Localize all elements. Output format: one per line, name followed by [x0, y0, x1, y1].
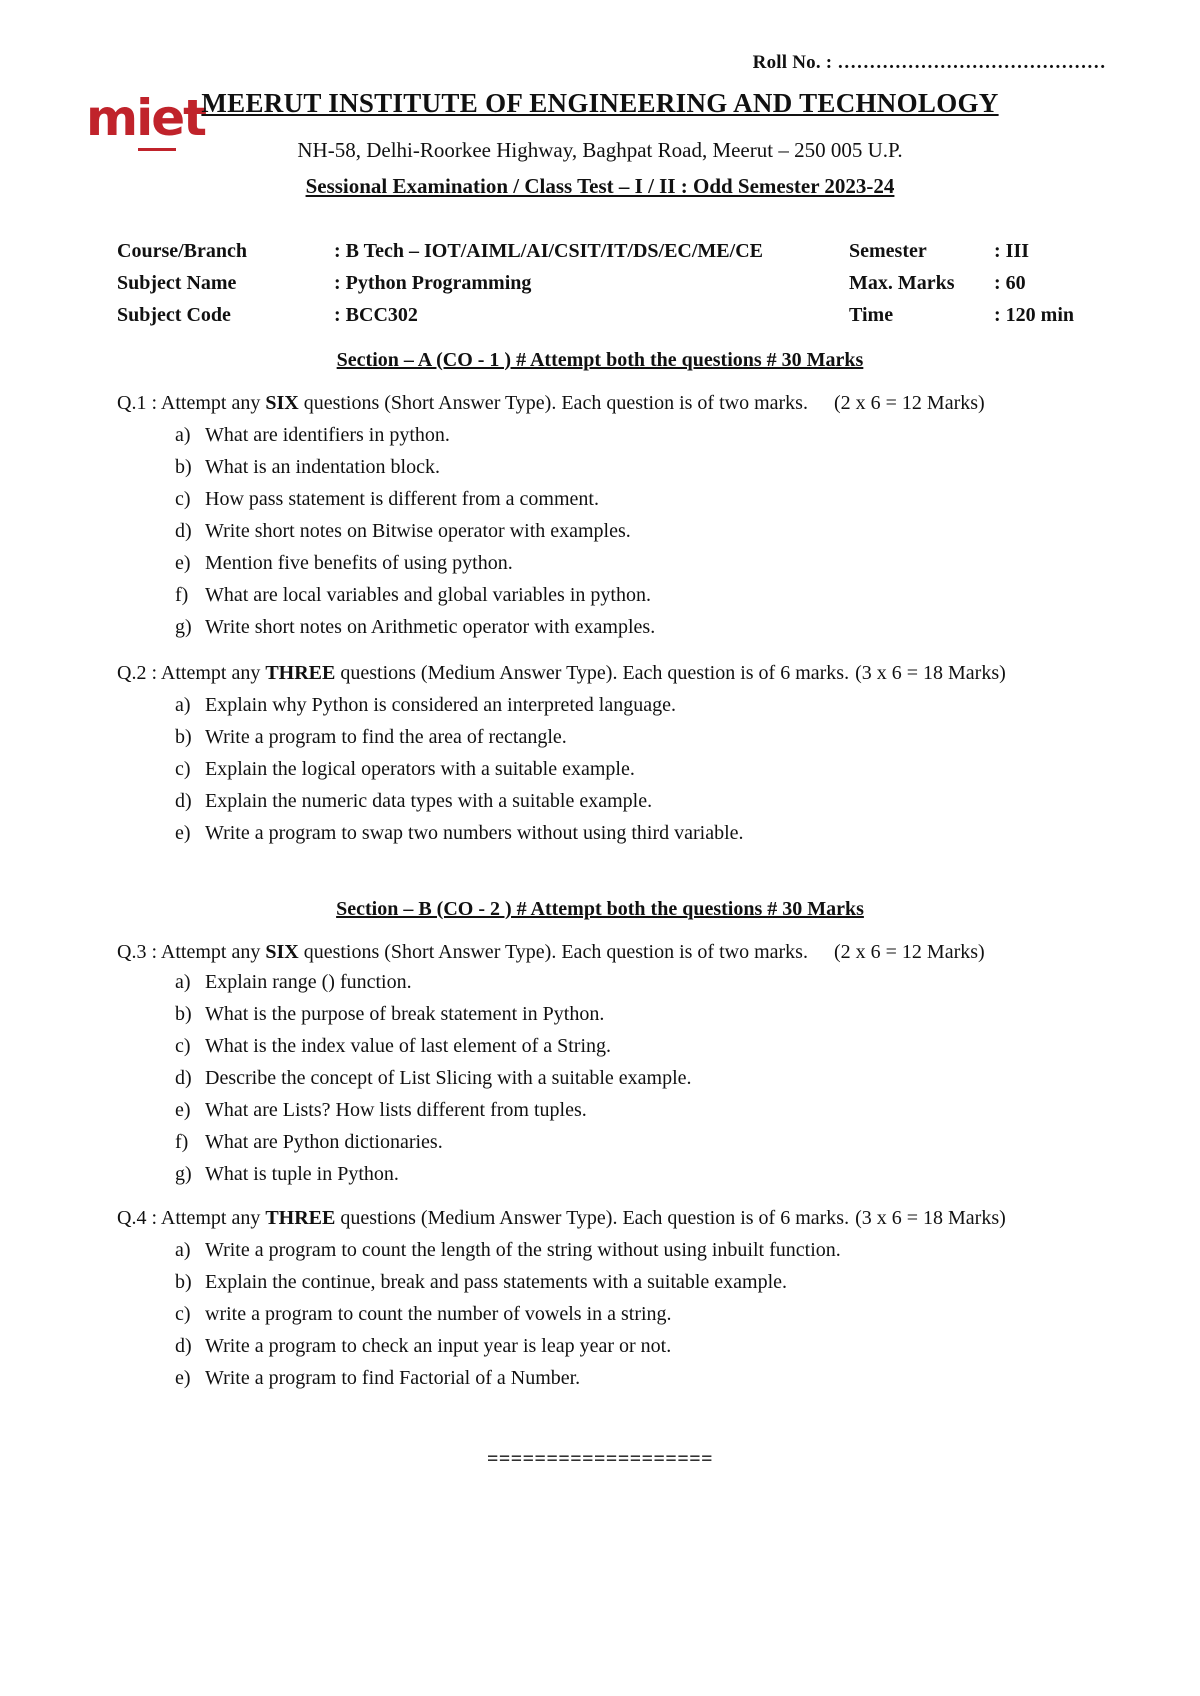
option-label: a): [175, 1239, 191, 1261]
question-text: questions (Medium Answer Type). Each question is of 6 marks.: [335, 1207, 850, 1229]
list-item: [175, 966, 692, 998]
question-2-options: [175, 689, 744, 849]
option-text: What is the purpose of break statement in Python.: [205, 1003, 605, 1025]
list-item: [175, 1266, 841, 1298]
question-marks: (2 x 6 = 12 Marks): [833, 941, 985, 963]
question-emphasis: SIX: [265, 392, 299, 414]
question-emphasis: THREE: [265, 1207, 336, 1229]
option-label: b): [175, 1003, 192, 1025]
list-item: [175, 579, 655, 611]
list-item: [175, 611, 655, 643]
question-emphasis: THREE: [265, 662, 336, 684]
list-item: [175, 753, 744, 785]
option-text: What are Lists? How lists different from tuples.: [205, 1099, 587, 1121]
question-marks: (3 x 6 = 18 Marks): [855, 1207, 1006, 1229]
section-b-heading: Section – B (CO - 2 ) # Attempt both the questions # 30 Marks: [336, 898, 864, 920]
option-label: a): [175, 971, 191, 993]
option-label: b): [175, 726, 192, 748]
question-emphasis: SIX: [265, 941, 299, 963]
institute-address: NH-58, Delhi-Roorkee Highway, Baghpat Road, Meerut – 250 005 U.P.: [297, 138, 903, 162]
option-label: c): [175, 488, 191, 510]
option-label: e): [175, 1099, 191, 1121]
question-text: questions (Short Answer Type). Each question is of two marks.: [298, 941, 808, 963]
question-marks: (3 x 6 = 18 Marks): [855, 662, 1006, 684]
option-label: f): [175, 1131, 189, 1153]
option-text: Write a program to check an input year is leap year or not.: [205, 1335, 672, 1357]
option-label: f): [175, 584, 189, 606]
option-label: g): [175, 616, 192, 638]
question-1: [117, 392, 985, 415]
option-text: Explain the logical operators with a suitable example.: [205, 758, 635, 780]
option-text: What is an indentation block.: [205, 456, 440, 478]
question-prefix: Q.1 : Attempt any: [117, 392, 266, 414]
option-label: d): [175, 1335, 192, 1357]
info-label: Subject Name: [117, 272, 237, 294]
question-prefix: Q.3 : Attempt any: [117, 941, 266, 963]
question-3-options: [175, 966, 692, 1190]
option-text: Describe the concept of List Slicing with a suitable example.: [205, 1067, 692, 1089]
list-item: [175, 1158, 692, 1190]
info-value: : B Tech – IOT/AIML/AI/CSIT/IT/DS/EC/ME/CE: [334, 240, 763, 262]
list-item: [175, 1298, 841, 1330]
info-value: : 60: [994, 272, 1026, 294]
option-text: Write a program to swap two numbers without using third variable.: [205, 822, 744, 844]
info-value: : 120 min: [994, 304, 1074, 326]
roll-number-field: Roll No. : ……………………………………: [752, 52, 1106, 73]
option-text: write a program to count the number of vowels in a string.: [205, 1303, 672, 1325]
list-item: [175, 483, 655, 515]
list-item: [175, 1330, 841, 1362]
info-label: Semester: [849, 240, 927, 262]
option-text: What are identifiers in python.: [205, 424, 450, 446]
list-item: [175, 1362, 841, 1394]
option-label: d): [175, 790, 192, 812]
option-label: g): [175, 1163, 192, 1185]
option-label: b): [175, 1271, 192, 1293]
section-a-heading: Section – A (CO - 1 ) # Attempt both the questions # 30 Marks: [336, 349, 864, 371]
option-text: Explain range () function.: [205, 971, 412, 993]
list-item: [175, 515, 655, 547]
list-item: [175, 1126, 692, 1158]
question-prefix: Q.2 : Attempt any: [117, 662, 266, 684]
end-of-paper-rule: ===================: [486, 1448, 714, 1470]
option-text: Write a program to find Factorial of a Number.: [205, 1367, 581, 1389]
exam-title: Sessional Examination / Class Test – I / II : Odd Semester 2023-24: [305, 174, 895, 198]
option-label: d): [175, 520, 192, 542]
list-item: [175, 1030, 692, 1062]
info-label: Course/Branch: [117, 240, 247, 262]
option-text: What are Python dictionaries.: [205, 1131, 443, 1153]
option-label: c): [175, 758, 191, 780]
list-item: [175, 817, 744, 849]
question-prefix: Q.4 : Attempt any: [117, 1207, 266, 1229]
option-text: What are local variables and global variables in python.: [205, 584, 651, 606]
option-text: What is the index value of last element of a String.: [205, 1035, 611, 1057]
list-item: [175, 1234, 841, 1266]
question-text: questions (Medium Answer Type). Each question is of 6 marks.: [335, 662, 850, 684]
question-text: questions (Short Answer Type). Each question is of two marks.: [298, 392, 808, 414]
info-label: Time: [849, 304, 894, 326]
option-label: c): [175, 1035, 191, 1057]
option-text: Write a program to count the length of the string without using inbuilt function.: [205, 1239, 841, 1261]
info-value: : Python Programming: [334, 272, 532, 294]
option-text: Write short notes on Bitwise operator with examples.: [205, 520, 631, 542]
info-value: : III: [994, 240, 1030, 262]
list-item: [175, 547, 655, 579]
question-marks: (2 x 6 = 12 Marks): [833, 392, 985, 414]
option-text: Explain why Python is considered an interpreted language.: [205, 694, 676, 716]
option-text: What is tuple in Python.: [205, 1163, 399, 1185]
option-label: a): [175, 694, 191, 716]
info-label: Subject Code: [117, 304, 231, 326]
option-text: Explain the numeric data types with a suitable example.: [205, 790, 653, 812]
option-label: c): [175, 1303, 191, 1325]
option-label: b): [175, 456, 192, 478]
info-value: : BCC302: [334, 304, 418, 326]
list-item: [175, 1094, 692, 1126]
option-text: Mention five benefits of using python.: [205, 552, 513, 574]
question-4: [117, 1207, 1006, 1230]
question-1-options: [175, 419, 655, 643]
option-label: e): [175, 1367, 191, 1389]
option-text: Write a program to find the area of rectangle.: [205, 726, 567, 748]
option-label: d): [175, 1067, 192, 1089]
option-label: e): [175, 552, 191, 574]
list-item: [175, 419, 655, 451]
option-label: a): [175, 424, 191, 446]
list-item: [175, 998, 692, 1030]
list-item: [175, 451, 655, 483]
question-2: [117, 662, 1006, 685]
option-label: e): [175, 822, 191, 844]
option-text: How pass statement is different from a comment.: [205, 488, 599, 510]
list-item: [175, 785, 744, 817]
list-item: [175, 721, 744, 753]
logo-text: miet: [86, 89, 206, 147]
list-item: [175, 689, 744, 721]
question-4-options: [175, 1234, 841, 1394]
info-label: Max. Marks: [849, 272, 955, 294]
question-3: [117, 941, 985, 964]
option-text: Explain the continue, break and pass statements with a suitable example.: [205, 1271, 788, 1293]
list-item: [175, 1062, 692, 1094]
option-text: Write short notes on Arithmetic operator with examples.: [205, 616, 656, 638]
institute-name: MEERUT INSTITUTE OF ENGINEERING AND TECHNOLOGY: [201, 88, 999, 118]
